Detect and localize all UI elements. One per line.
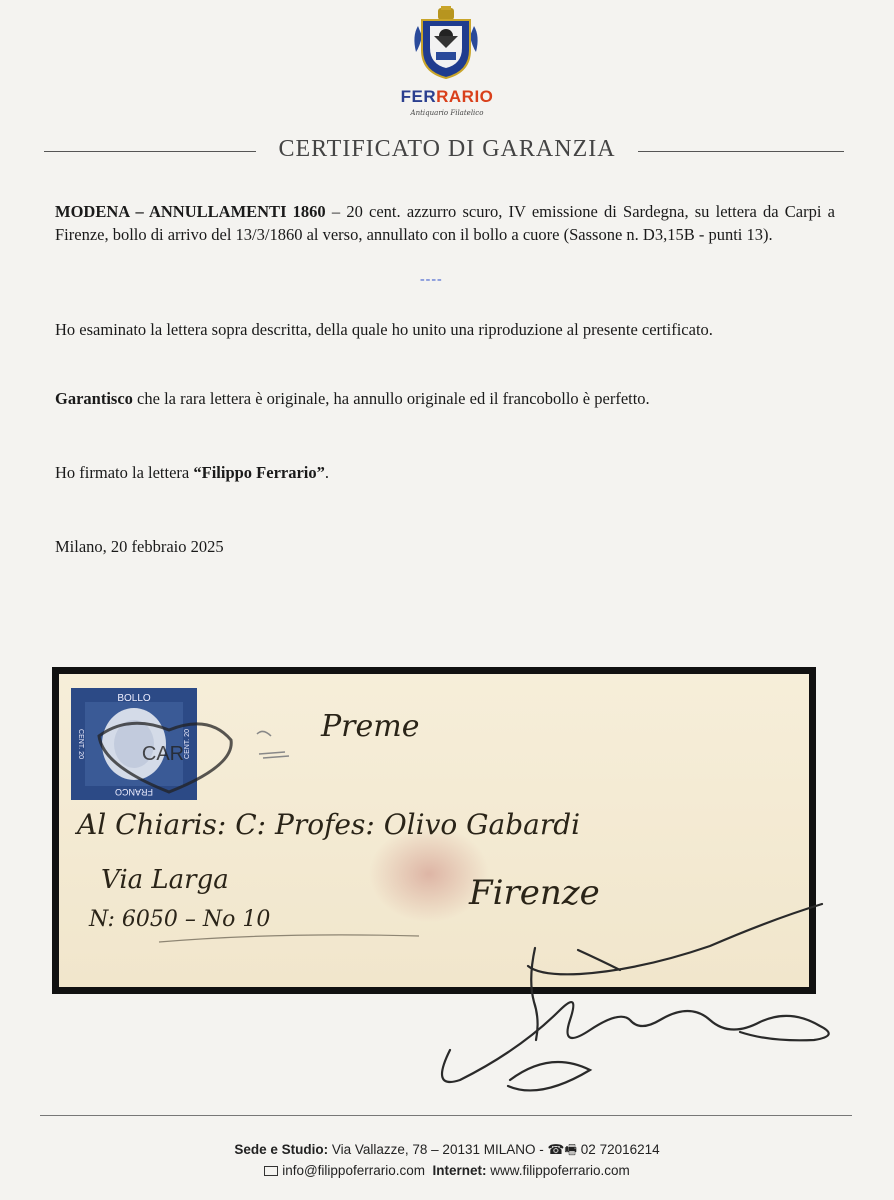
handwriting-line-3: Via Larga <box>101 865 229 895</box>
phone-fax-icon: ☎​🖷 <box>547 1142 578 1157</box>
guarantee-paragraph: Garantisco che la rara lettera è originale, ha annullo originale ed il francobollo è perfetto. <box>55 389 650 408</box>
postmark-text: CAR <box>141 743 185 765</box>
description-paragraph: MODENA – ANNULLAMENTI 1860 – 20 cent. azzurro scuro, IV emissione di Sardegna, su lettera da Carpi a Firenze, bollo di arrivo del 13/3/1860 al verso, annullato con il bollo a cuore (Sassone n. D3,15B - punti 13). <box>55 202 835 244</box>
envelope-icon <box>264 1166 278 1176</box>
pencil-mark <box>257 731 289 758</box>
handwriting-line-1: Preme <box>321 709 420 744</box>
stamp-top-text: BOLLO <box>117 693 151 704</box>
brand-tagline: Antiquario Filatelico <box>410 109 484 117</box>
footer-rule <box>40 1115 852 1116</box>
separator: ---- <box>420 272 443 287</box>
certificate-title: CERTIFICATO DI GARANZIA <box>278 136 616 162</box>
stamp-bottom-text: FRANCO <box>115 787 153 797</box>
signed-paragraph: Ho firmato la lettera “Filippo Ferrario”. <box>55 463 330 482</box>
title-rule-right <box>638 151 844 152</box>
handwriting-line-4: N: 6050 – No 10 <box>89 907 271 932</box>
footer-contact-line: info@filippoferrario.com Internet: www.filippoferrario.com <box>0 1163 894 1178</box>
stamp-right-text: CENT. 20 <box>184 729 191 759</box>
email-link[interactable]: info@filippoferrario.com <box>282 1163 425 1178</box>
place-date: Milano, 20 febbraio 2025 <box>55 537 224 556</box>
signature <box>410 890 850 1100</box>
footer-address-line: Sede e Studio: Via Vallazze, 78 – 20131 MILANO - ☎​🖷 02 72016214 <box>234 1142 660 1157</box>
website-link[interactable]: www.filippoferrario.com <box>486 1163 630 1178</box>
crest-logo <box>408 6 484 80</box>
handwriting-line-2: Al Chiaris: C: Profes: Olivo Gabardi <box>77 808 581 841</box>
brand-name: FERRARIO <box>400 87 494 106</box>
underline-flourish <box>159 935 419 942</box>
examined-paragraph: Ho esaminato la lettera sopra descritta, della quale ho unito una riproduzione al presente certificato. <box>55 320 713 339</box>
stamp-left-text: CENT. 20 <box>77 729 84 759</box>
title-rule-left <box>44 151 256 152</box>
handwriting-line-5: Firenze <box>469 873 600 913</box>
